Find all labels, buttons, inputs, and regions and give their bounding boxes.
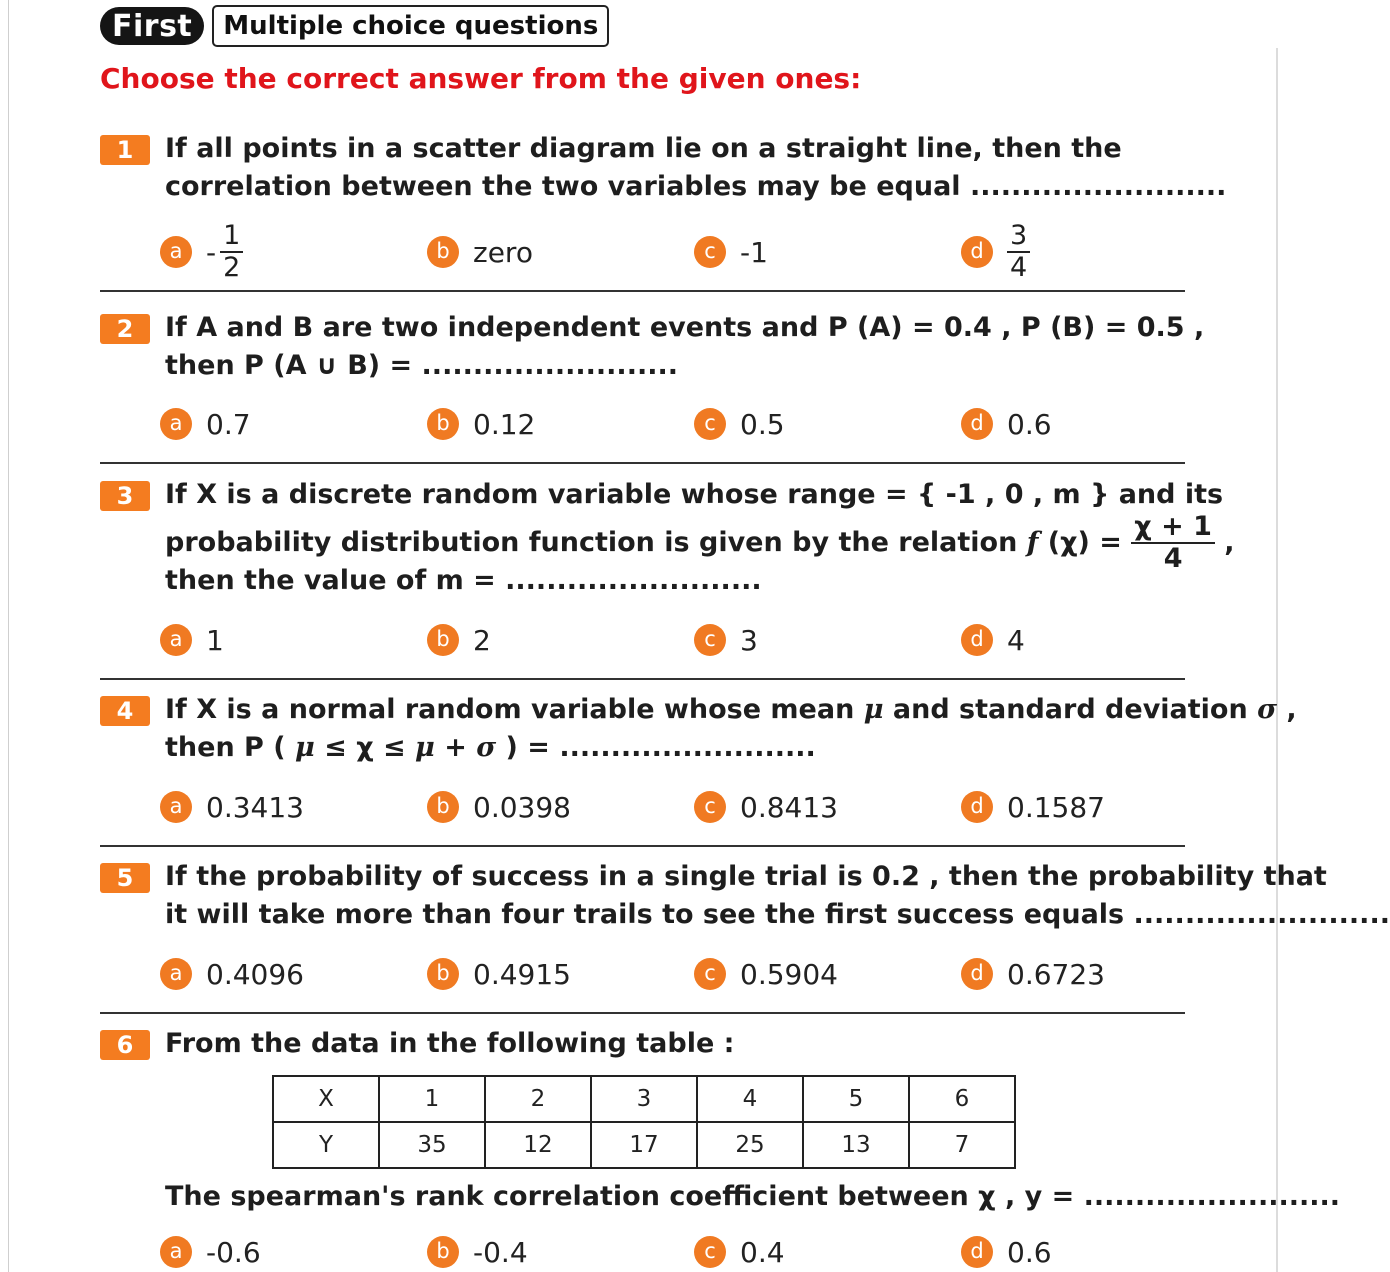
- option-letter-d: d: [961, 791, 993, 823]
- option-letter-d: d: [961, 408, 993, 440]
- q3-option-b[interactable]: [427, 620, 491, 660]
- q5-option-a[interactable]: [160, 954, 304, 994]
- divider: [100, 678, 1185, 680]
- table-cell: 6: [909, 1076, 1015, 1122]
- q6-option-b[interactable]: [427, 1232, 528, 1272]
- question-3-line-2-end: ,: [1214, 527, 1235, 558]
- q2-option-b[interactable]: [427, 404, 535, 444]
- table-cell: 12: [485, 1122, 591, 1168]
- table-header-cell: Y: [273, 1122, 379, 1168]
- option-letter-b: b: [427, 958, 459, 990]
- question-5-line-2: it will take more than four trails to see the first success equals .........................: [165, 899, 1390, 930]
- q1-option-a[interactable]: [160, 220, 243, 283]
- q4-option-d[interactable]: [961, 787, 1105, 827]
- instruction: Choose the correct answer from the given ones:: [100, 62, 862, 95]
- section-badge: First: [100, 7, 204, 45]
- option-letter-a: a: [160, 958, 192, 990]
- q2-option-d-value: 0.6: [1007, 407, 1052, 441]
- question-3-line-3: then the value of m = .........................: [165, 565, 762, 596]
- option-letter-d: d: [961, 958, 993, 990]
- table-row: [273, 1122, 1015, 1168]
- table-cell: 1: [379, 1076, 485, 1122]
- q2-option-a[interactable]: [160, 404, 251, 444]
- question-4-text-e: ≤ χ ≤: [314, 732, 416, 763]
- q1-option-a-sign: -: [206, 235, 217, 269]
- question-6-line-2: The spearman's rank correlation coefficient between χ , y = .........................: [165, 1181, 1341, 1212]
- sigma-symbol: σ: [1257, 694, 1278, 725]
- table-row: [273, 1076, 1015, 1122]
- question-4-text-g: ) = .........................: [496, 732, 816, 763]
- option-letter-c: c: [694, 624, 726, 656]
- question-number-4: 4: [100, 696, 150, 726]
- q4-option-b[interactable]: [427, 787, 571, 827]
- option-letter-b: b: [427, 791, 459, 823]
- question-2-line-2: then P (A ∪ B) = .........................: [165, 350, 678, 381]
- q4-option-a[interactable]: [160, 787, 304, 827]
- q1-option-c-value: -1: [740, 235, 768, 269]
- q4-option-b-value: 0.0398: [473, 790, 571, 824]
- section-title: Multiple choice questions: [212, 5, 609, 47]
- q1-option-c[interactable]: [694, 232, 768, 272]
- question-4-text-b: and standard deviation: [883, 694, 1258, 725]
- table-cell: 13: [803, 1122, 909, 1168]
- question-3-line-1: If X is a discrete random variable whose range = { -1 , 0 , m } and its: [165, 479, 1224, 510]
- question-1-line-2: correlation between the two variables may be equal .........................: [165, 171, 1227, 202]
- q5-option-b[interactable]: [427, 954, 571, 994]
- q6-option-b-value: -0.4: [473, 1235, 528, 1269]
- question-3-fraction: [1131, 512, 1215, 574]
- question-number-6: 6: [100, 1030, 150, 1060]
- question-4-text-c: ,: [1277, 694, 1297, 725]
- q1-option-b[interactable]: [427, 232, 533, 272]
- q6-option-d[interactable]: [961, 1232, 1052, 1272]
- q3-option-d[interactable]: [961, 620, 1025, 660]
- q2-option-d[interactable]: [961, 404, 1052, 444]
- mu-symbol: μ: [295, 732, 315, 763]
- question-3-line-2-arg: (χ) =: [1038, 527, 1132, 558]
- question-number-3: 3: [100, 481, 150, 511]
- question-number-5: 5: [100, 863, 150, 893]
- q5-option-c[interactable]: [694, 954, 838, 994]
- table-cell: 35: [379, 1122, 485, 1168]
- q5-option-d-value: 0.6723: [1007, 957, 1105, 991]
- table-header-cell: X: [273, 1076, 379, 1122]
- q4-option-c[interactable]: [694, 787, 838, 827]
- q6-option-d-value: 0.6: [1007, 1235, 1052, 1269]
- page-left-edge: [8, 0, 9, 1272]
- question-4-text-f: +: [434, 732, 477, 763]
- q6-option-c[interactable]: [694, 1232, 785, 1272]
- fraction-numerator: χ + 1: [1131, 512, 1215, 544]
- option-letter-a: a: [160, 624, 192, 656]
- q3-option-c[interactable]: [694, 620, 758, 660]
- section-header: [100, 4, 609, 48]
- question-number-2: 2: [100, 314, 150, 344]
- q1-option-d-fraction: [1007, 221, 1030, 283]
- q5-option-a-value: 0.4096: [206, 957, 304, 991]
- option-letter-d: d: [961, 624, 993, 656]
- question-number-1: 1: [100, 135, 150, 165]
- option-letter-a: a: [160, 236, 192, 268]
- table-cell: 25: [697, 1122, 803, 1168]
- q3-option-a-value: 1: [206, 623, 224, 657]
- q3-option-a[interactable]: [160, 620, 224, 660]
- option-letter-d: d: [961, 236, 993, 268]
- fraction-numerator: 3: [1007, 221, 1030, 253]
- question-3-line-2-text: probability distribution function is given by the relation: [165, 527, 1027, 558]
- q2-option-c[interactable]: [694, 404, 785, 444]
- q2-option-a-value: 0.7: [206, 407, 251, 441]
- q6-option-a-value: -0.6: [206, 1235, 261, 1269]
- table-cell: 7: [909, 1122, 1015, 1168]
- q1-option-d[interactable]: [961, 220, 1030, 283]
- option-letter-c: c: [694, 958, 726, 990]
- q2-option-b-value: 0.12: [473, 407, 536, 441]
- mu-symbol: μ: [415, 732, 435, 763]
- option-letter-a: a: [160, 408, 192, 440]
- table-cell: 2: [485, 1076, 591, 1122]
- option-letter-b: b: [427, 408, 459, 440]
- q5-option-d[interactable]: [961, 954, 1105, 994]
- option-letter-d: d: [961, 1236, 993, 1268]
- divider: [100, 845, 1185, 847]
- option-letter-b: b: [427, 624, 459, 656]
- divider: [100, 290, 1185, 292]
- q4-option-a-value: 0.3413: [206, 790, 304, 824]
- q3-option-c-value: 3: [740, 623, 758, 657]
- page-right-edge: [1276, 48, 1278, 1272]
- question-6-line-1: From the data in the following table :: [165, 1028, 735, 1059]
- fraction-denominator: 4: [1163, 543, 1183, 574]
- q3-option-d-value: 4: [1007, 623, 1025, 657]
- question-4-line-1: [165, 691, 1297, 729]
- q3-option-b-value: 2: [473, 623, 491, 657]
- question-4-line-2: [165, 729, 816, 767]
- q5-option-b-value: 0.4915: [473, 957, 571, 991]
- option-letter-a: a: [160, 791, 192, 823]
- q1-option-b-value: zero: [473, 235, 533, 269]
- option-letter-c: c: [694, 236, 726, 268]
- q4-option-d-value: 0.1587: [1007, 790, 1105, 824]
- question-4-text-d: then P (: [165, 732, 295, 763]
- table-cell: 5: [803, 1076, 909, 1122]
- q6-option-a[interactable]: [160, 1232, 261, 1272]
- option-letter-c: c: [694, 408, 726, 440]
- q4-option-c-value: 0.8413: [740, 790, 838, 824]
- option-letter-a: a: [160, 1236, 192, 1268]
- divider: [100, 462, 1185, 464]
- question-2-line-1: If A and B are two independent events and P (A) = 0.4 , P (B) = 0.5 ,: [165, 312, 1205, 343]
- q1-option-a-fraction: [220, 221, 243, 283]
- sigma-symbol: σ: [476, 732, 497, 763]
- fraction-denominator: 4: [1010, 252, 1028, 283]
- option-letter-c: c: [694, 1236, 726, 1268]
- function-symbol: f: [1026, 527, 1039, 558]
- table-cell: 4: [697, 1076, 803, 1122]
- question-5-line-1: If the probability of success in a single trial is 0.2 , then the probability that: [165, 861, 1327, 892]
- mu-symbol: μ: [863, 694, 884, 725]
- option-letter-b: b: [427, 1236, 459, 1268]
- q5-option-c-value: 0.5904: [740, 957, 838, 991]
- q2-option-c-value: 0.5: [740, 407, 785, 441]
- question-4-text-a: If X is a normal random variable whose mean: [165, 694, 864, 725]
- q6-option-c-value: 0.4: [740, 1235, 785, 1269]
- data-table: [272, 1075, 1016, 1169]
- question-1-line-1: If all points in a scatter diagram lie on a straight line, then the: [165, 133, 1122, 164]
- fraction-denominator: 2: [223, 252, 241, 283]
- table-cell: 3: [591, 1076, 697, 1122]
- divider: [100, 1012, 1185, 1014]
- table-cell: 17: [591, 1122, 697, 1168]
- option-letter-c: c: [694, 791, 726, 823]
- fraction-numerator: 1: [220, 221, 243, 253]
- option-letter-b: b: [427, 236, 459, 268]
